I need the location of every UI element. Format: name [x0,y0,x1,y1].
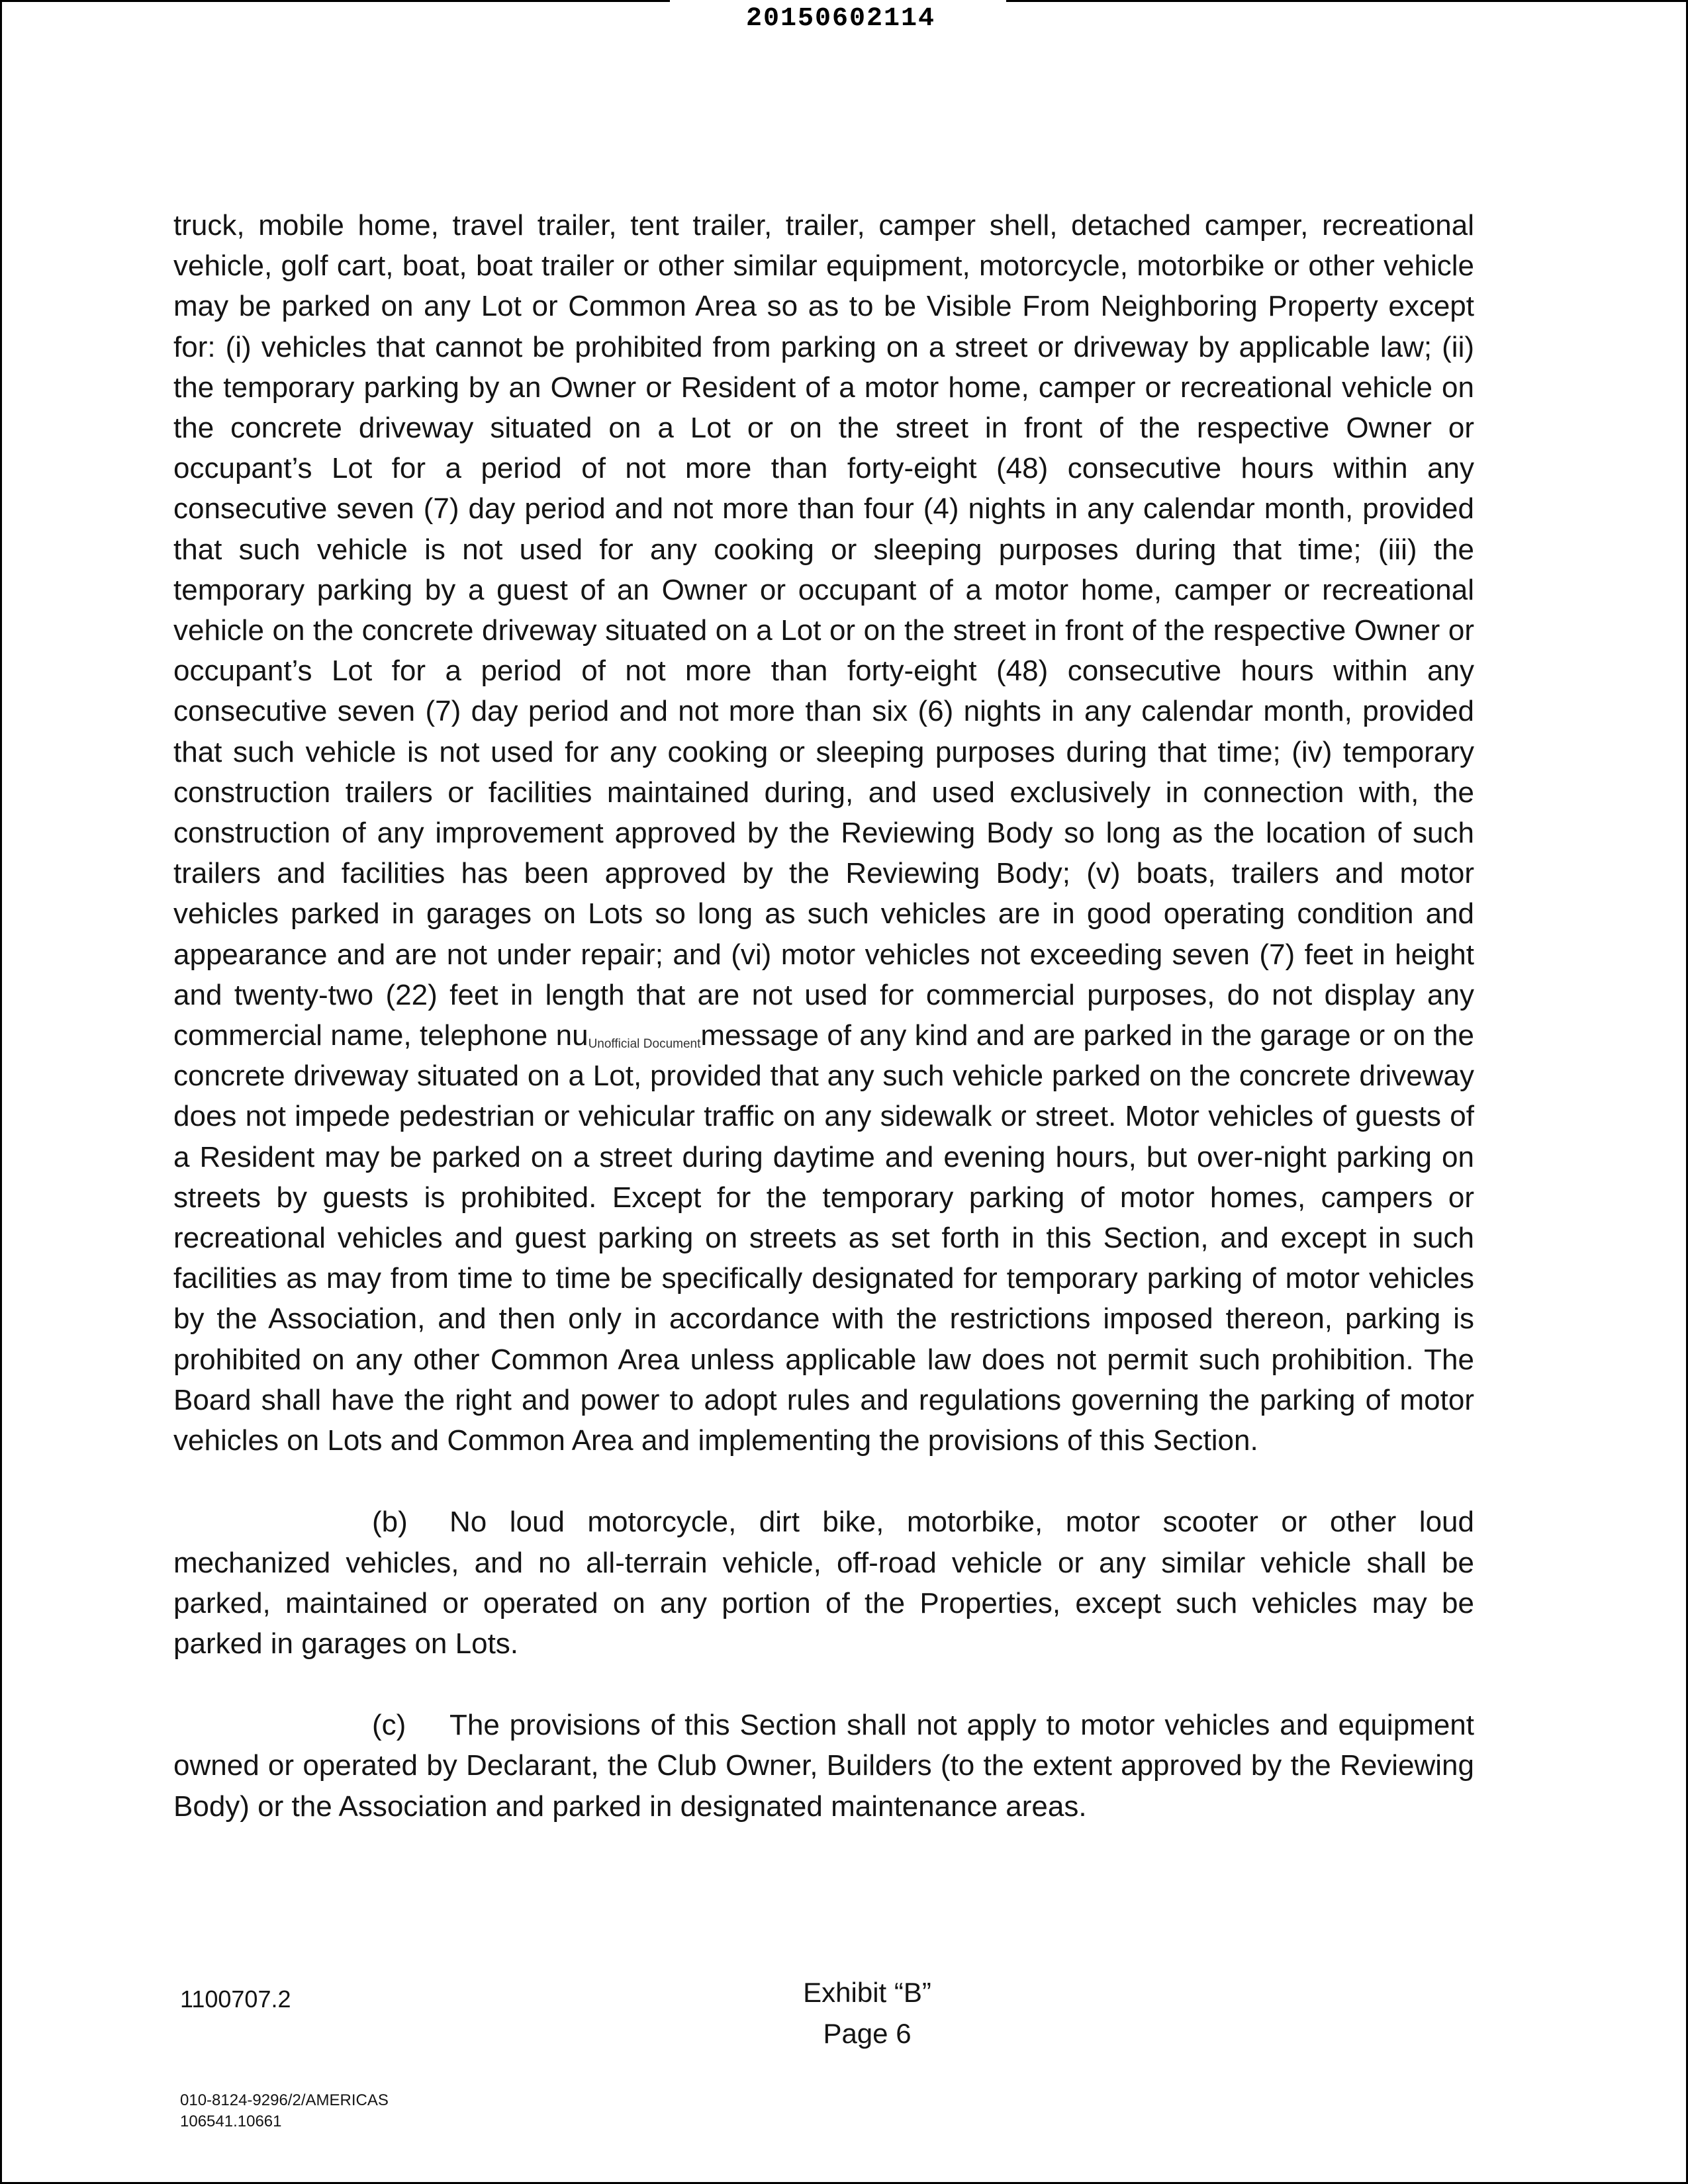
paragraph-c-marker: (c) [372,1709,406,1742]
frame-top-left [0,0,670,2]
exhibit-block [728,1972,1006,2054]
unofficial-document-watermark: Unofficial Document [588,1037,701,1052]
page-label: Page 6 [823,2018,912,2049]
footer-codes [180,2090,389,2132]
document-number: 20150602114 [745,4,936,34]
paragraph-main-continued: message of any kind and are parked in the garage or on the concrete driveway situated on a Lot, provided that any such vehicle parked on the concrete driveway does not impede pedestrian or vehicular traffic on any sidewalk or street. Motor vehicles of guests of a Resident may be parked on a street during daytime and evening hours, but over-night parking on streets by guests is prohibited. Except for the temporary parking of motor homes, campers or recreational vehicles and guest parking on streets as set forth in this Section, and except in such facilities as may from time to time be specifically designated for temporary parking of motor vehicles by the Association, and then only in accordance with the restrictions imposed thereon, parking is prohibited on any other Common Area unless applicable law does not permit such prohibition. The Board shall have the right and power to adopt rules and regulations governing the parking of motor vehicles on Lots and Common Area and implementing the provisions of this Section. [173,1019,1474,1457]
paragraph-c-text: The provisions of this Section shall not apply to motor vehicles and equipment owned or operated by Declarant, the Club Owner, Builders (to the extent approved by the Reviewing Body) or the Association and parked in designated maintenance areas. [173,1709,1474,1823]
document-body [173,205,1474,1827]
paragraph-c [173,1705,1474,1827]
footer-code-line-1: 010-8124-9296/2/AMERICAS [180,2091,389,2109]
frame-top-right [1006,0,1688,2]
paragraph-main-text: truck, mobile home, travel trailer, tent trailer, trailer, camper shell, detached camper, recreational vehicle, golf cart, boat, boat trailer or other similar equipment, motorcycle, motorbike or other vehicle may be parked on any Lot or Common Area so as to be Visible From Neighboring Property except for: (i) vehicles that cannot be prohibited from parking on a street or driveway by applicable law; (ii) the temporary parking by an Owner or Resident of a motor home, camper or recreational vehicle on the concrete driveway situated on a Lot or on the street in front of the respective Owner or occupant’s Lot for a period of not more than forty-eight (48) consecutive hours within any consecutive seven (7) day period and not more than four (4) nights in any calendar month, provided that such vehicle is not used for any cooking or sleeping purposes during that time; (iii) the temporary parking by a guest of an Owner or occupant of a motor home, camper or recreational vehicle on the concrete driveway situated on a Lot or on the street in front of the respective Owner or occupant’s Lot for a period of not more than forty-eight (48) consecutive hours within any consecutive seven (7) day period and not more than six (6) nights in any calendar month, provided that such vehicle is not used for any cooking or sleeping purposes during that time; (iv) temporary construction trailers or facilities maintained during, and used exclusively in connection with, the construction of any improvement approved by the Reviewing Body so long as the location of such trailers and facilities has been approved by the Reviewing Body; (v) boats, trailers and motor vehicles parked in garages on Lots so long as such vehicles are in good operating condition and appearance and are not under repair; and (vi) motor vehicles not exceeding seven (7) feet in height and twenty-two (22) feet in length that are not used for commercial purposes, do not display any commercial name, telephone nu [173,209,1474,1052]
footer-code-line-2: 106541.10661 [180,2113,282,2130]
paragraph-main [173,205,1474,1461]
document-reference: 1100707.2 [180,1985,291,2013]
exhibit-label: Exhibit “B” [803,1977,931,2008]
paragraph-b-text: No loud motorcycle, dirt bike, motorbike, motor scooter or other loud mechanized vehicles, and no all-terrain vehicle, off-road vehicle or any similar vehicle shall be parked, maintained or operated on any portion of the Properties, except such vehicles may be parked in garages on Lots. [173,1506,1474,1660]
frame-left [0,0,2,2184]
paragraph-b-marker: (b) [372,1506,408,1539]
paragraph-b [173,1502,1474,1664]
